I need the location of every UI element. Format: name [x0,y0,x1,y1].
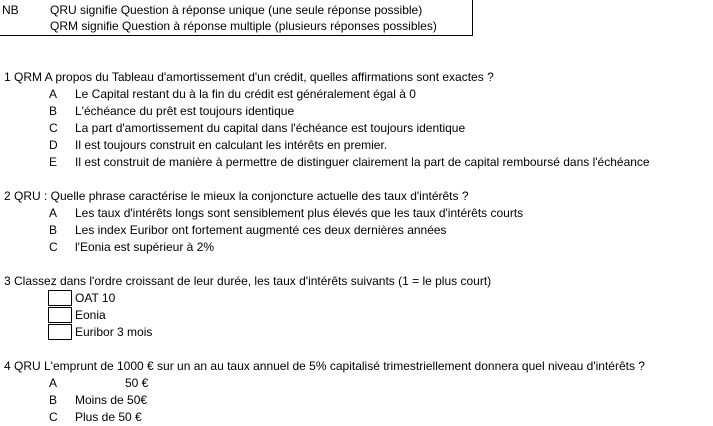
q1-option-text: Il est toujours construit en calculant les intérêts en premier. [75,138,388,152]
q4-option-letter: A [49,376,58,390]
q1-title: 1 QRM A propos du Tableau d'amortissement d'un crédit, quelles affirmations sont exactes ? [4,70,494,84]
q1-option-letter: A [49,87,58,101]
q4-title: 4 QRU L'emprunt de 1000 € sur un an au taux annuel de 5% capitalisé trimestriellement donnera quel niveau d'intérêts ? [4,359,645,373]
q1-option-text: L'échéance du prêt est toujours identique [75,104,295,118]
q3-item: OAT 10 [75,291,116,305]
q1-option-letter: B [49,104,58,118]
q1-option-letter: E [49,155,58,169]
q4-option-letter: C [49,410,58,424]
q2-title: 2 QRU : Quelle phrase caractérise le mieux la conjoncture actuelle des taux d'intérêts ? [4,189,469,203]
rank-input-box[interactable] [48,307,72,323]
q2-option-text: l'Eonia est supérieur à 2% [75,240,215,254]
q1-option-text: Le Capital restant du à la fin du crédit est généralement égal à 0 [75,87,416,101]
q4-option-text: Moins de 50€ [75,393,148,407]
q4-option-text: 50 € [125,376,149,390]
q1-option-letter: C [49,121,58,135]
q3-title: 3 Classez dans l'ordre croissant de leur durée, les taux d'intérêts suivants (1 = le plus court) [4,274,492,288]
q4-option-letter: B [49,393,58,407]
nb-label: NB [2,3,19,17]
nb-line-qrm: QRM signifie Question à réponse multiple (plusieurs réponses possibles) [50,19,437,33]
q2-option-letter: C [49,240,58,254]
rank-input-box[interactable] [48,324,72,340]
nb-line-qru: QRU signifie Question à réponse unique (une seule réponse possible) [50,3,423,17]
q1-option-text: Il est construit de manière à permettre de distinguer clairement la part de capital remboursé dans l'échéance [75,155,650,169]
q2-option-text: Les index Euribor ont fortement augmenté ces deux dernières années [75,223,447,237]
q1-option-text: La part d'amortissement du capital dans l'échéance est toujours identique [75,121,466,135]
q2-option-text: Les taux d'intérêts longs sont sensiblement plus élevés que les taux d'intérêts courts [75,206,524,220]
q3-item: Euribor 3 mois [75,325,153,339]
rank-input-box[interactable] [48,290,72,306]
q2-option-letter: A [49,206,58,220]
q4-option-text: Plus de 50 € [75,410,142,424]
q1-option-letter: D [49,138,58,152]
q2-option-letter: B [49,223,58,237]
q3-item: Eonia [75,308,106,322]
